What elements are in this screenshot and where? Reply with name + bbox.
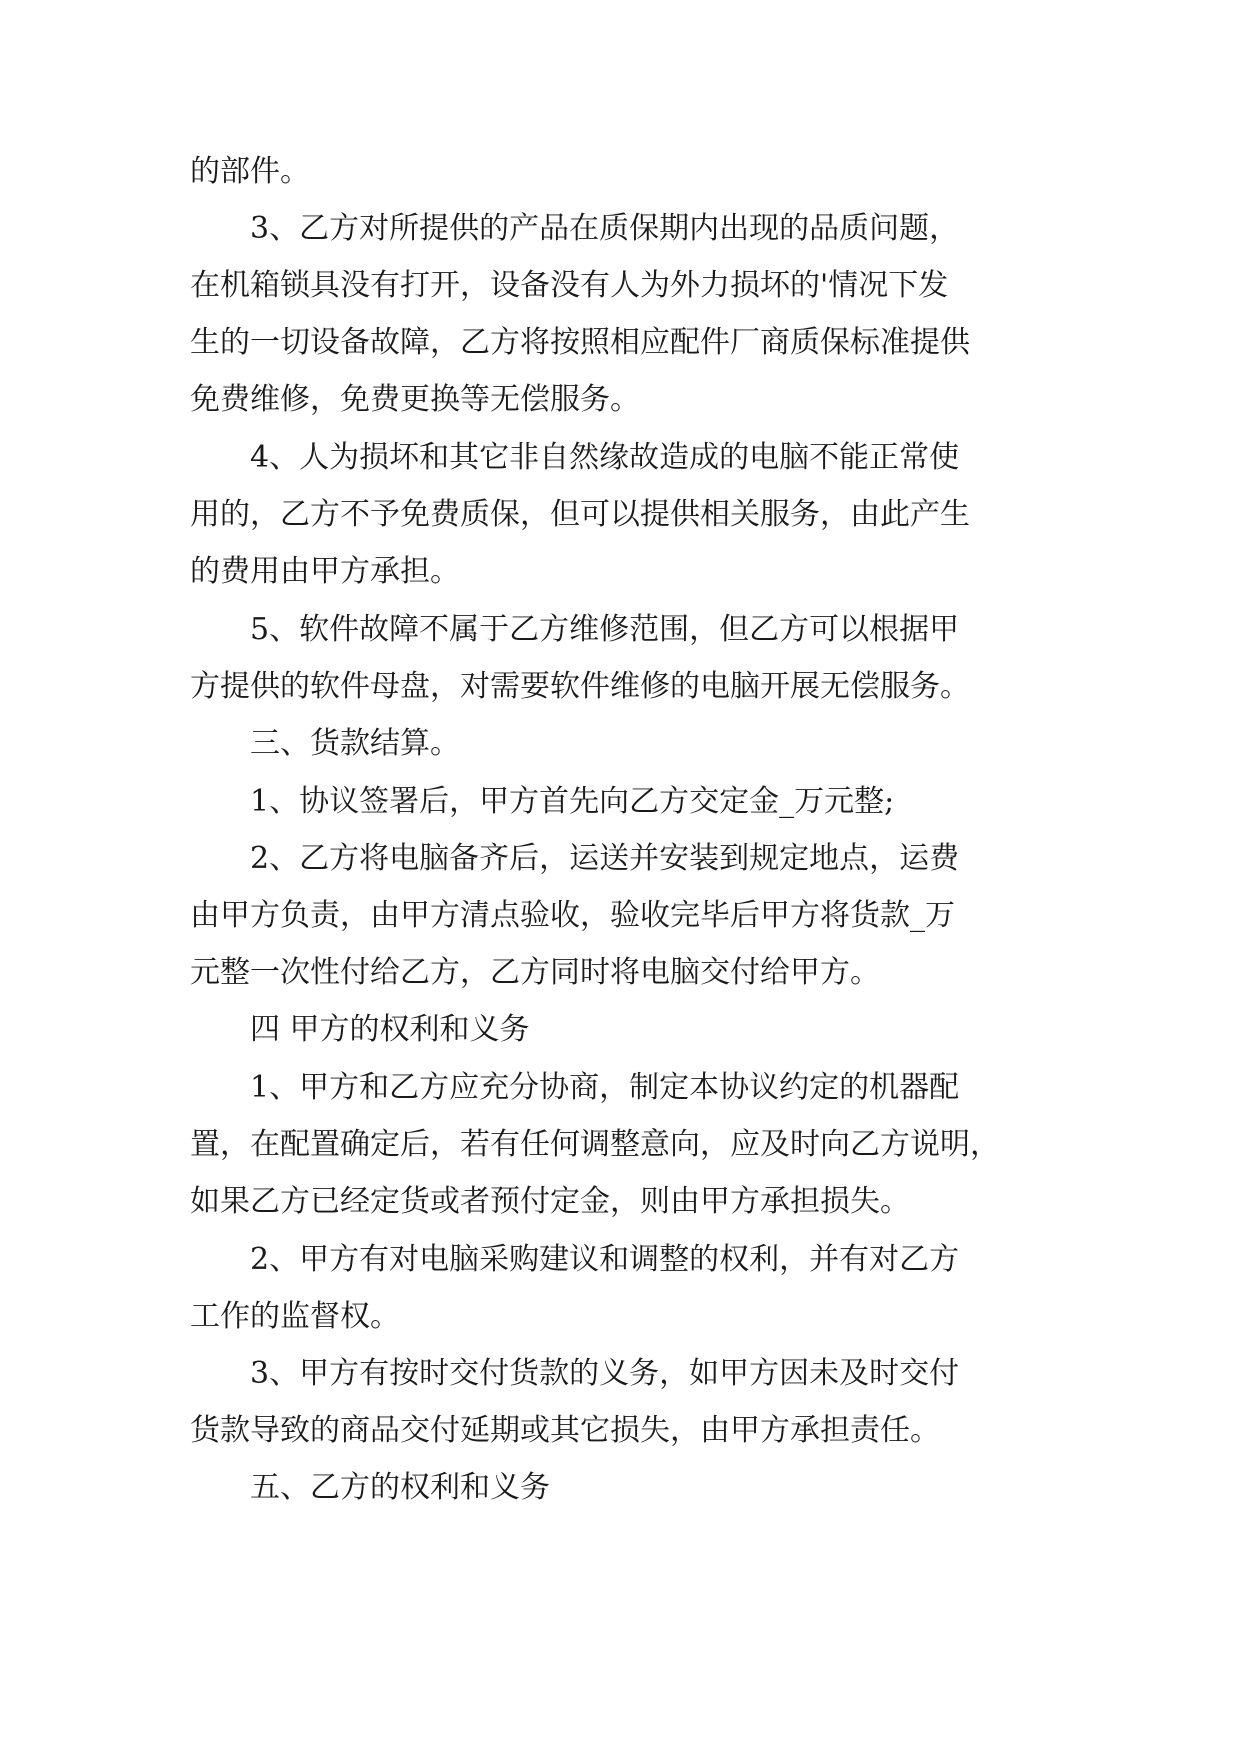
text-line: 在机箱锁具没有打开，设备没有人为外力损坏的'情况下发 — [190, 268, 949, 303]
section-heading: 三、货款结算。 — [250, 726, 460, 761]
text-line: 由甲方负责，由甲方清点验收，验收完毕后甲方将货款_万 — [190, 898, 955, 933]
section-heading: 四 甲方的权利和义务 — [250, 1012, 530, 1047]
text-line: 方提供的软件母盘，对需要软件维修的电脑开展无偿服务。 — [190, 669, 970, 704]
text-line: 2、乙方将电脑备齐后，运送并安装到规定地点，运费 — [250, 841, 960, 876]
text-line: 生的一切设备故障，乙方将按照相应配件厂商质保标准提供 — [190, 325, 970, 360]
text-line: 如果乙方已经定货或者预付定金，则由甲方承担损失。 — [190, 1184, 910, 1219]
text-line: 货款导致的商品交付延期或其它损失，由甲方承担责任。 — [190, 1413, 940, 1448]
text-line: 4、人为损坏和其它非自然缘故造成的电脑不能正常使 — [250, 440, 960, 475]
text-line: 5、软件故障不属于乙方维修范围，但乙方可以根据甲 — [250, 612, 960, 647]
text-line: 的部件。 — [190, 154, 310, 189]
text-line: 2、甲方有对电脑采购建议和调整的权利，并有对乙方 — [250, 1242, 960, 1277]
text-line: 免费维修，免费更换等无偿服务。 — [190, 382, 640, 417]
text-line: 的费用由甲方承担。 — [190, 554, 460, 589]
text-line: 用的，乙方不予免费质保，但可以提供相关服务，由此产生 — [190, 497, 970, 532]
text-line: 1、甲方和乙方应充分协商，制定本协议约定的机器配 — [250, 1070, 960, 1105]
text-line: 元整一次性付给乙方，乙方同时将电脑交付给甲方。 — [190, 955, 880, 990]
text-line: 3、乙方对所提供的产品在质保期内出现的品质问题， — [250, 211, 960, 246]
section-heading: 五、乙方的权利和义务 — [250, 1470, 550, 1505]
text-line: 3、甲方有按时交付货款的义务，如甲方因未及时交付 — [250, 1356, 960, 1391]
text-line: 1、协议签署后，甲方首先向乙方交定金_万元整; — [250, 784, 895, 819]
text-line: 工作的监督权。 — [190, 1299, 400, 1334]
text-line: 置，在配置确定后，若有任何调整意向，应及时向乙方说明， — [190, 1127, 1000, 1162]
